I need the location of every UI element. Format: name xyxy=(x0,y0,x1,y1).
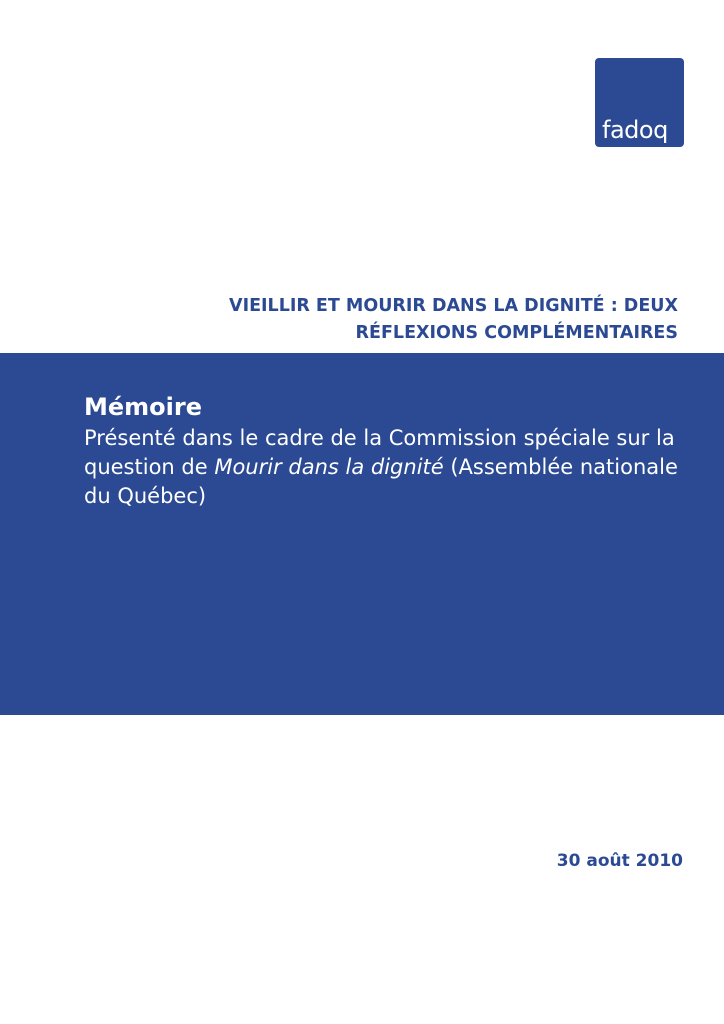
description-text-start: Présenté dans le cadre de la Commission spéciale sur la question de xyxy=(84,426,675,479)
document-title xyxy=(118,293,678,347)
description-italic-title: Mourir dans la dignité xyxy=(214,455,444,479)
document-date: 30 août 2010 xyxy=(556,851,683,871)
memoire-description xyxy=(84,424,709,511)
title-line-2: RÉFLEXIONS COMPLÉMENTAIRES xyxy=(355,323,678,343)
logo-wordmark: fadoq xyxy=(602,116,668,144)
memoire-heading: Mémoire xyxy=(84,393,202,421)
title-line-1: VIEILLIR ET MOURIR DANS LA DIGNITÉ : DEUX xyxy=(229,296,678,316)
fadoq-logo xyxy=(595,58,684,147)
description-text-end: (Assemblée nationale du Québec) xyxy=(84,455,678,508)
